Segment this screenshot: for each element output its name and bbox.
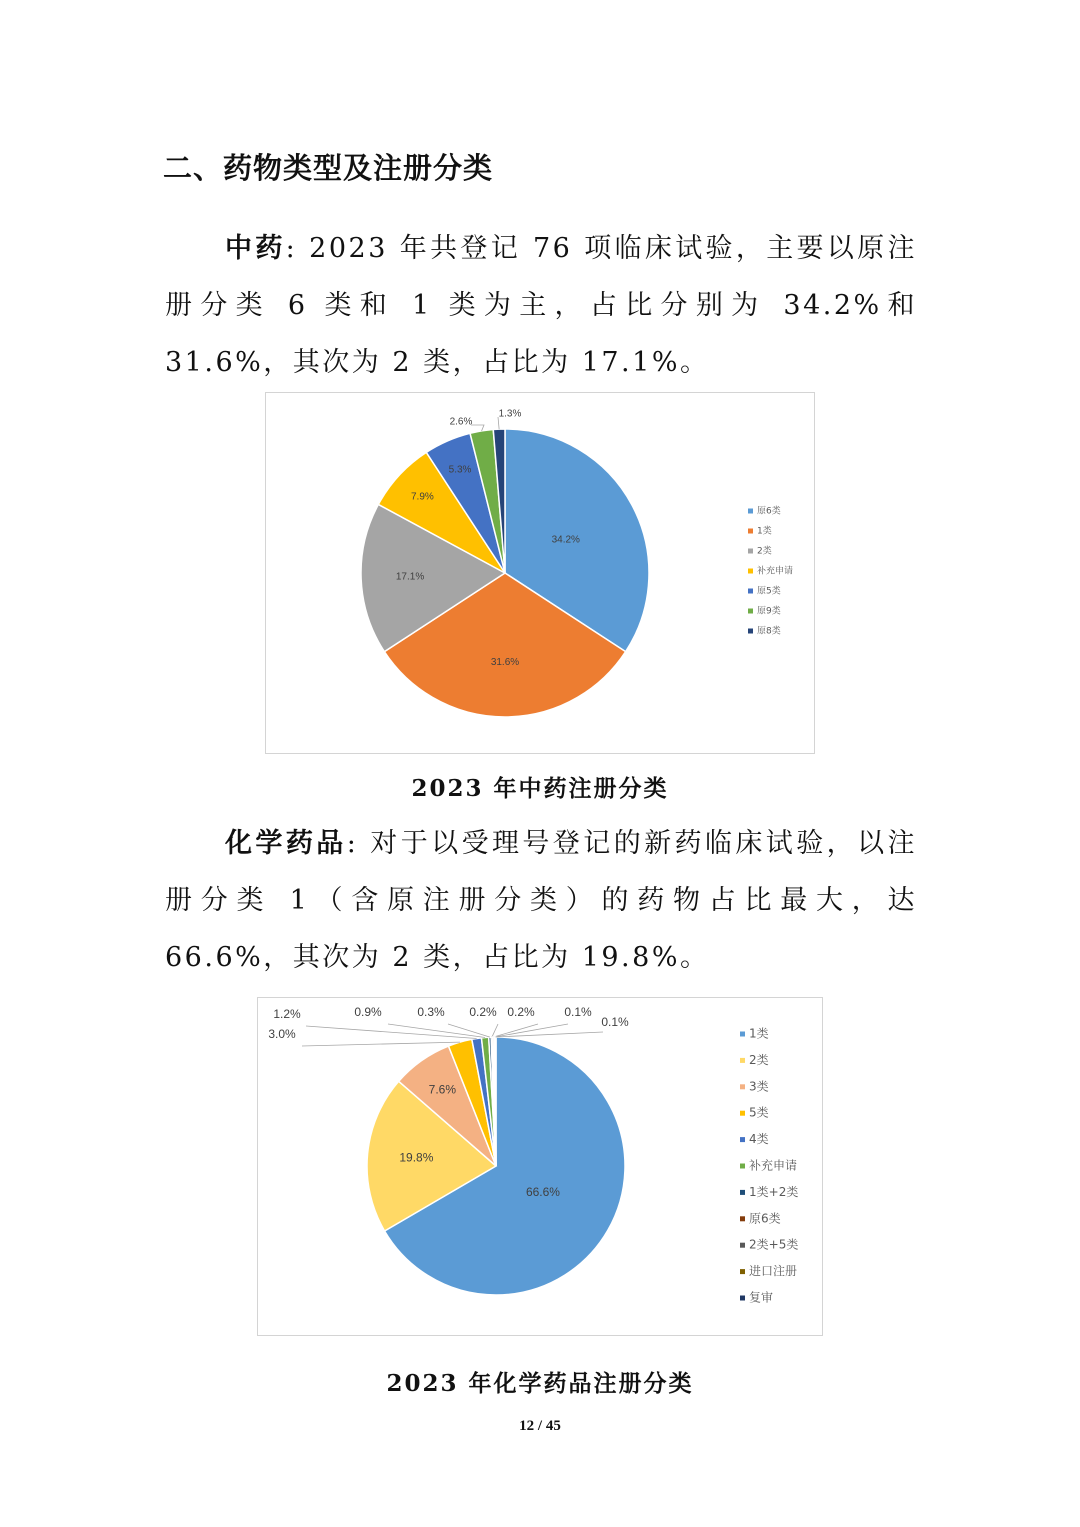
chem-legend-swatch-0	[740, 1032, 745, 1037]
tcm-data-label-3: 7.9%	[411, 491, 434, 503]
tcm-legend-label-1: 1类	[757, 526, 772, 537]
chem-data-label-3: 3.0%	[268, 1027, 296, 1042]
chem-legend-swatch-7	[740, 1216, 745, 1221]
chem-legend-swatch-5	[740, 1164, 745, 1169]
tcm-legend-label-2: 2类	[757, 546, 772, 557]
tcm-legend-label-6: 原8类	[757, 626, 781, 637]
chem-data-label-8: 0.2%	[507, 1005, 535, 1020]
chem-legend-label-10: 复审	[749, 1290, 774, 1305]
chem-label: 化学药品	[225, 828, 347, 859]
chem-data-label-2: 7.6%	[428, 1082, 457, 1097]
tcm-legend-swatch-1	[748, 529, 753, 534]
chem-legend-label-5: 补充申请	[749, 1158, 798, 1173]
tcm-legend-swatch-5	[748, 609, 753, 614]
tcm-legend-label-0: 原6类	[757, 506, 781, 517]
tcm-legend-swatch-2	[748, 549, 753, 554]
tcm-label: 中药	[225, 233, 286, 264]
tcm-legend-swatch-3	[748, 569, 753, 574]
chem-legend-swatch-1	[740, 1058, 745, 1063]
chem-chart-caption: 2023 年化学药品注册分类	[386, 1370, 694, 1397]
chem-legend-swatch-4	[740, 1137, 745, 1142]
tcm-data-label-2: 17.1%	[395, 571, 425, 583]
chem-data-label-10: 0.1%	[601, 1015, 629, 1030]
page-number: 12 / 45	[519, 1418, 561, 1434]
tcm-legend-label-3: 补充申请	[757, 566, 794, 577]
chem-data-label-4: 1.2%	[273, 1007, 301, 1022]
chem-leader-3	[302, 1042, 460, 1046]
chem-data-label-7: 0.2%	[469, 1005, 497, 1020]
tcm-pie-svg	[266, 393, 814, 753]
tcm-pie-chart	[265, 392, 815, 754]
chem-legend-label-0: 1类	[749, 1026, 769, 1041]
tcm-leader-5	[471, 425, 484, 431]
chem-data-label-0: 66.6%	[525, 1185, 560, 1200]
chem-legend-label-9: 进口注册	[749, 1264, 798, 1279]
chem-slice-10	[495, 1037, 496, 1166]
chem-data-label-6: 0.3%	[417, 1005, 445, 1020]
chem-legend-swatch-6	[740, 1190, 745, 1195]
chem-text: : 对于以受理号登记的新药临床试验，以注册分类 1（含原注册分类）的药物占比最大，达 66.6%，其次为 2 类，占比为 19.8%。	[165, 828, 918, 973]
tcm-paragraph	[165, 220, 917, 391]
tcm-chart-caption: 2023 年中药注册分类	[411, 775, 669, 802]
tcm-legend-swatch-6	[748, 629, 753, 634]
chem-pie-svg	[258, 998, 822, 1335]
tcm-data-label-6: 1.3%	[498, 408, 522, 420]
tcm-data-label-1: 31.6%	[490, 656, 520, 668]
chem-legend-swatch-3	[740, 1111, 745, 1116]
chem-legend-label-1: 2类	[749, 1052, 769, 1067]
chem-legend-label-4: 4类	[749, 1132, 769, 1147]
tcm-data-label-0: 34.2%	[551, 534, 580, 546]
chem-legend-swatch-9	[740, 1269, 745, 1274]
tcm-data-label-4: 5.3%	[448, 464, 472, 476]
chem-legend-swatch-10	[740, 1296, 745, 1301]
tcm-data-label-5: 2.6%	[449, 416, 473, 428]
chem-paragraph	[165, 815, 917, 986]
chem-legend-swatch-2	[740, 1084, 745, 1089]
chem-data-label-5: 0.9%	[354, 1005, 382, 1020]
tcm-text: : 2023 年共登记 76 项临床试验，主要以原注册分类 6 类和 1 类为主，占比分别为 34.2%和 31.6%，其次为 2 类，占比为 17.1%。	[165, 233, 918, 378]
tcm-legend-label-4: 原5类	[757, 586, 781, 597]
tcm-legend-label-5: 原9类	[757, 606, 781, 617]
chem-legend-swatch-8	[740, 1243, 745, 1248]
chem-leader-4	[306, 1026, 477, 1038]
chem-legend-label-2: 3类	[749, 1079, 769, 1094]
chem-leader-7	[492, 1024, 498, 1037]
chem-data-label-9: 0.1%	[564, 1005, 592, 1020]
chem-legend-label-3: 5类	[749, 1105, 769, 1120]
chem-legend-label-7: 原6类	[749, 1211, 781, 1226]
chem-data-label-1: 19.8%	[399, 1150, 434, 1165]
chem-legend-label-6: 1类+2类	[749, 1184, 799, 1199]
tcm-legend-swatch-0	[748, 509, 753, 514]
tcm-legend-swatch-4	[748, 589, 753, 594]
chem-pie-chart	[257, 997, 823, 1336]
chem-legend-label-8: 2类+5类	[749, 1237, 799, 1252]
chem-leader-10	[496, 1032, 603, 1037]
section-title: 二、药物类型及注册分类	[163, 151, 494, 185]
